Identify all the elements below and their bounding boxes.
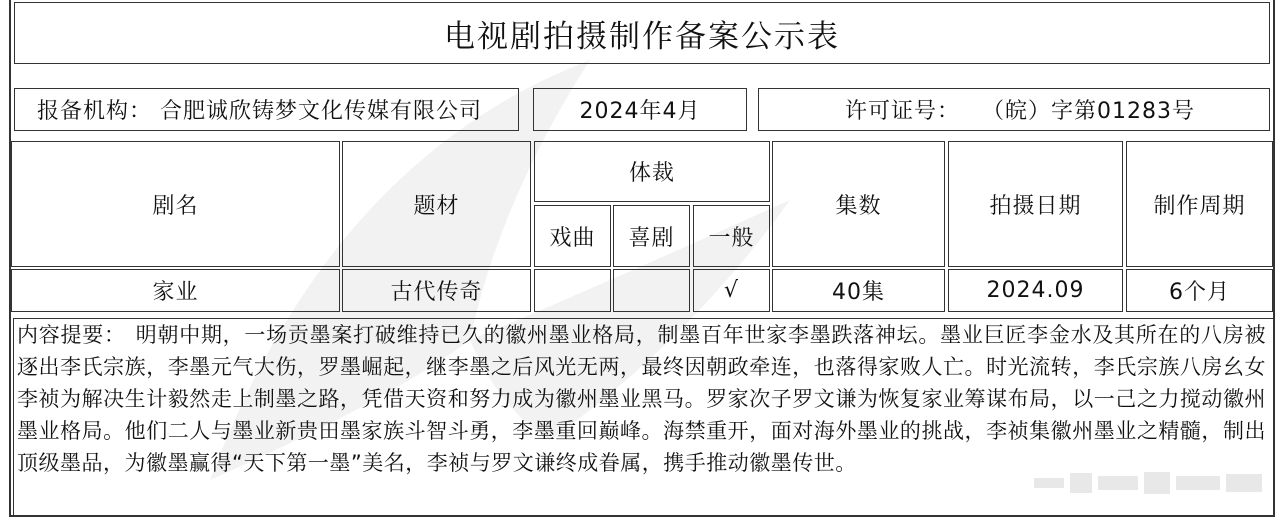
summary-text: 明朝中期，一场贡墨案打破维持已久的徽州墨业格局，制墨百年世家李墨跌落神坛。墨业巨匠李金水及其所在的八房被逐出李氏宗族，李墨元气大伤，罗墨崛起，继李墨之后风光无两，最终因朝政牵连，也落得家败人亡。时光流转，李氏宗族八房幺女李祯为解决生计毅然走上制墨之路，凭借天资和努力成为徽州墨业黑马。罗家次子罗文谦为恢复家业筹谋布局，以一己之力搅动徽州墨业格局。他们二人与墨业新贵田墨家族斗智斗勇，李墨重回巅峰。海禁重开，面对海外墨业的挑战，李祯集徽州墨业之精髓，制出顶级墨品，为徽墨赢得“天下第一墨”美名，李祯与罗文谦终成眷属，携手推动徽墨传世。 — [17, 323, 1267, 475]
cell-subject: 古代传奇 — [342, 269, 531, 312]
license-value: （皖）字第01283号 — [982, 99, 1196, 124]
header-subject: 题材 — [342, 141, 531, 267]
cell-genre-general-check: √ — [693, 269, 770, 312]
header-genre: 体裁 — [534, 141, 770, 202]
header-period: 制作周期 — [1126, 141, 1273, 267]
header-genre-opera: 戏曲 — [534, 205, 611, 267]
cell-period: 6个月 — [1126, 269, 1273, 312]
cell-episodes: 40集 — [772, 269, 945, 312]
header-name: 剧名 — [11, 141, 340, 267]
cell-name: 家业 — [11, 269, 340, 312]
summary-label: 内容提要： — [17, 323, 126, 347]
cell-genre-opera — [534, 269, 611, 312]
header-genre-comedy: 喜剧 — [613, 205, 690, 267]
corner-watermark-icon — [1034, 470, 1264, 496]
org-info — [14, 88, 519, 131]
header-shoot-date: 拍摄日期 — [948, 141, 1123, 267]
org-label: 报备机构： — [37, 99, 153, 124]
header-episodes: 集数 — [772, 141, 945, 267]
filing-date: 2024年4月 — [533, 88, 747, 131]
cell-genre-comedy — [613, 269, 690, 312]
license-info — [758, 88, 1270, 131]
page-title: 电视剧拍摄制作备案公示表 — [14, 2, 1270, 64]
header-genre-general: 一般 — [693, 205, 770, 267]
cell-shoot-date: 2024.09 — [948, 269, 1123, 312]
license-label: 许可证号： — [845, 99, 961, 124]
org-value: 合肥诚欣铸梦文化传媒有限公司 — [160, 99, 483, 124]
